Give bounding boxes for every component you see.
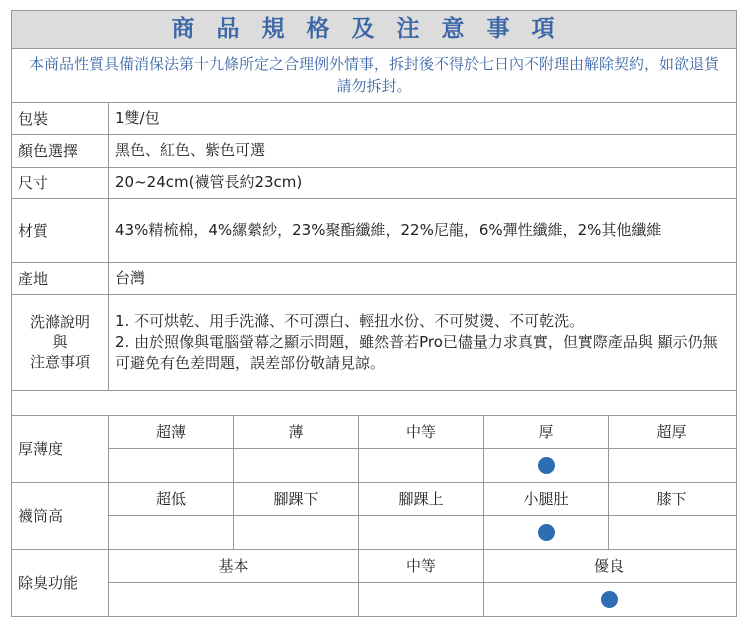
spec-row-care (12, 294, 736, 390)
level-label: 薄 (234, 416, 359, 448)
level-marker-cell (609, 449, 734, 482)
spec-value: 43%精梳棉，4%縲縈紗，23%聚酯纖維，22%尼龍，6%彈性纖維，2%其他纖維 (109, 198, 737, 262)
return-notice: 本商品性質具備消保法第十九條所定之合理例外情事，拆封後不得於七日內不附理由解除契約，如欲退貨請勿拆封。 (12, 49, 736, 103)
attribute-label: 厚薄度 (12, 416, 109, 482)
level-label: 超厚 (656, 423, 687, 441)
spec-label: 顏色選擇 (12, 134, 109, 167)
level-label: 腳踝下 (234, 483, 359, 515)
spec-label: 材質 (12, 198, 109, 262)
spec-value: 黑色、紅色、紫色可選 (109, 134, 737, 167)
level-marker-cell (359, 449, 484, 482)
spec-label: 產地 (12, 262, 109, 294)
level-label: 基本 (109, 550, 359, 582)
selected-dot-icon (538, 457, 555, 474)
spec-row-material (12, 198, 736, 262)
spec-value: 20~24cm(襪管長約23cm) (109, 167, 737, 198)
care-label-line: 與 (52, 333, 68, 351)
spec-row-origin (12, 262, 736, 294)
section-gap (12, 391, 736, 416)
care-label (12, 294, 109, 390)
level-marker-cell (234, 516, 359, 549)
sheet-title: 商品規格及注意事項 (12, 11, 736, 49)
spec-sheet (11, 10, 737, 617)
spec-row-package (12, 103, 736, 134)
attribute-grid (12, 416, 736, 616)
level-label: 厚 (484, 416, 609, 448)
level-marker-cell (484, 516, 609, 549)
attribute-label: 除臭功能 (12, 550, 109, 616)
level-label: 超薄 (109, 416, 234, 448)
spec-value: 台灣 (109, 262, 737, 294)
attribute-row (12, 416, 736, 483)
selected-dot-icon (538, 524, 555, 541)
level-label: 小腿肚 (484, 483, 609, 515)
level-label: 中等 (359, 550, 484, 582)
level-marker-cell (109, 583, 359, 616)
level-marker-cell (609, 516, 734, 549)
care-label-line: 注意事項 (29, 353, 90, 371)
level-marker-cell (484, 583, 734, 616)
level-marker-cell (359, 583, 484, 616)
spec-value: 1雙/包 (109, 103, 737, 134)
level-label: 超低 (109, 483, 234, 515)
attribute-row (12, 483, 736, 550)
spec-table (12, 103, 736, 391)
care-line: 1. 不可烘乾、用手洗滌、不可漂白、輕扭水份、不可熨燙、不可乾洗。 (115, 311, 585, 330)
level-marker-cell (359, 516, 484, 549)
spec-row-color (12, 134, 736, 167)
attribute-label: 襪筒高 (12, 483, 109, 549)
spec-label: 尺寸 (12, 167, 109, 198)
spec-label: 包裝 (12, 103, 109, 134)
selected-dot-icon (601, 591, 618, 608)
attribute-row (12, 550, 736, 616)
level-label: 腳踝上 (359, 483, 484, 515)
level-label: 優良 (593, 557, 624, 575)
care-text (109, 294, 737, 390)
level-marker-cell (484, 449, 609, 482)
care-label-line: 洗滌說明 (29, 313, 90, 331)
spec-row-size (12, 167, 736, 198)
level-label: 中等 (359, 416, 484, 448)
level-marker-cell (109, 516, 234, 549)
level-label: 膝下 (656, 490, 687, 508)
care-line: 2. 由於照像與電腦螢幕之顯示問題，雖然普若Pro已儘量力求真實，但實際產品與 顯示仍無可避免有色差問題，誤差部份敬請見諒。 (115, 332, 718, 372)
level-marker-cell (109, 449, 234, 482)
level-marker-cell (234, 449, 359, 482)
